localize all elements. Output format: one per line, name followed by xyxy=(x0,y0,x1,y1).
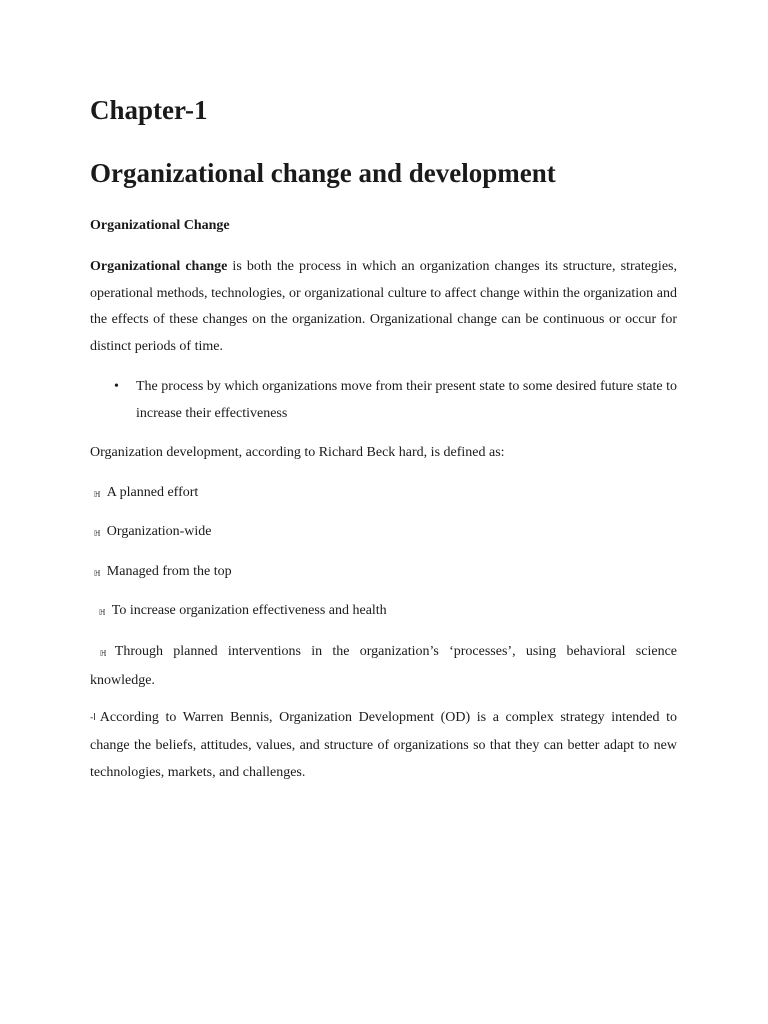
bennis-paragraph xyxy=(90,704,677,786)
od-list-item xyxy=(94,519,212,548)
od-list-item xyxy=(90,638,677,694)
intro-term: Organizational change xyxy=(90,259,228,274)
od-list-item xyxy=(94,480,198,509)
od-list-item-text: Organization-wide xyxy=(106,524,212,539)
intro-text: is both the process in which an organization changes its structure, strategies, operational methods, technologies, or organizational culture to affect change within the organization and the effects of these changes on the organization. Organizational change can be continuous or occur for distinct periods of time. xyxy=(90,259,677,354)
list-marker-icon: -ا xyxy=(90,713,96,723)
od-list-item-text: Through planned interventions in the organization’s ‘processes’, using behavioral science knowledge. xyxy=(90,644,677,688)
od-list-item xyxy=(99,598,387,627)
section-subheading: Organizational Change xyxy=(90,218,230,233)
intro-paragraph xyxy=(90,254,677,360)
bennis-text: According to Warren Bennis, Organization Development (OD) is a complex strategy intended to change the beliefs, attitudes, values, and structure of organizations so that they can better adapt to new technologies, markets, and challenges. xyxy=(90,710,677,780)
od-list-item-text: A planned effort xyxy=(106,485,199,500)
od-list-item-text: Managed from the top xyxy=(106,564,232,579)
od-list-item-text: To increase organization effectiveness and health xyxy=(111,603,387,618)
list-marker-icon: ℍ xyxy=(94,490,101,499)
list-marker-icon: ℍ xyxy=(94,569,101,578)
list-marker-icon: ℍ xyxy=(100,649,107,658)
document-title: Organizational change and development xyxy=(90,158,556,188)
bullet-dot-icon: • xyxy=(114,379,119,394)
chapter-heading: Chapter-1 xyxy=(90,95,208,125)
od-list-item xyxy=(94,559,232,588)
bullet-text: The process by which organizations move from their present state to some desired future state to increase their effectiveness xyxy=(136,379,677,421)
od-definition-intro: Organization development, according to Richard Beck hard, is defined as: xyxy=(90,445,505,460)
list-marker-icon: ℍ xyxy=(99,608,106,617)
list-marker-icon: ℍ xyxy=(94,529,101,538)
